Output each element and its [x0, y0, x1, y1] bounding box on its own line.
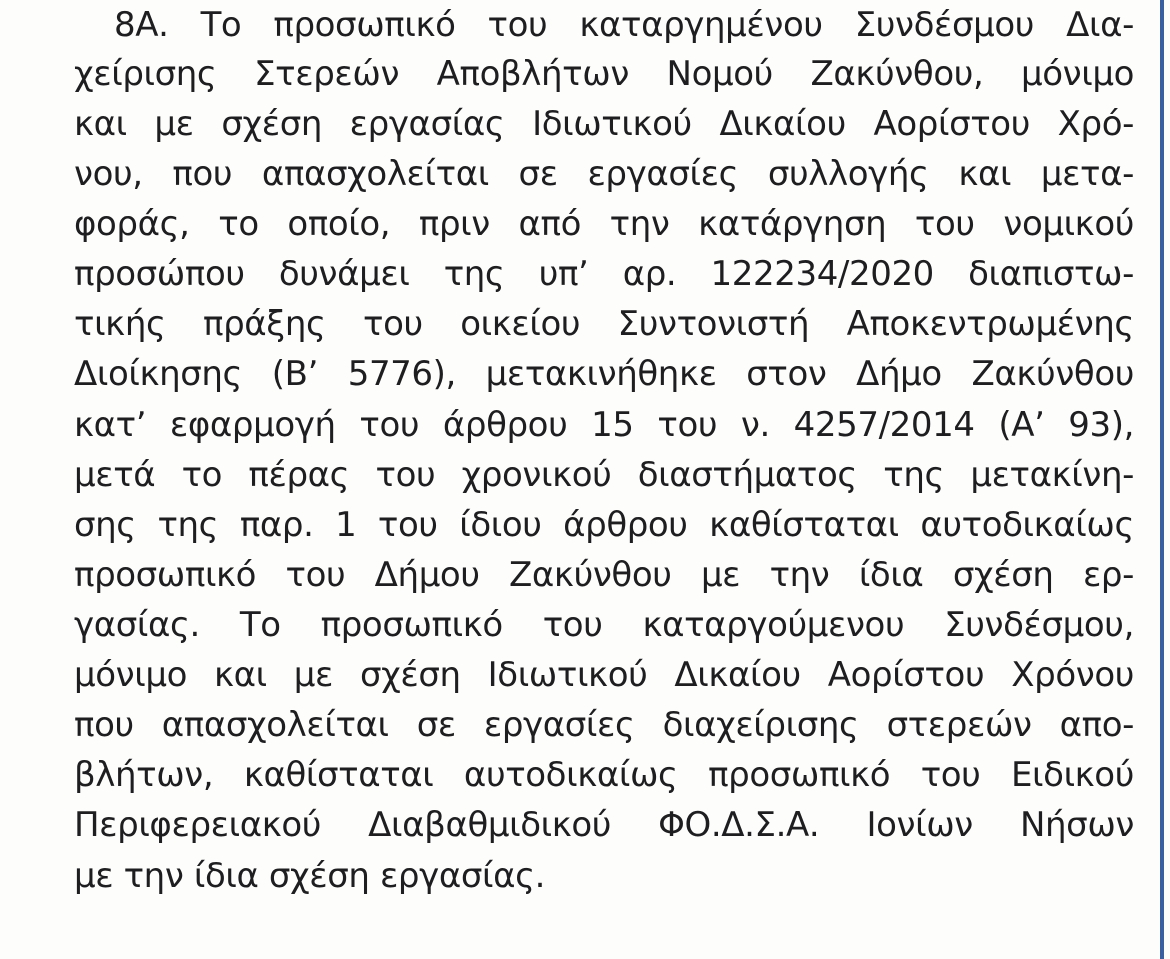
text-line: φοράς, το οποίο, πριν από την κατάργηση του νομικού: [74, 204, 1134, 244]
text-line: νου, που απασχολείται σε εργασίες συλλογής και μετα-: [74, 154, 1134, 194]
text-line: χείρισης Στερεών Αποβλήτων Νομού Ζακύνθου, μόνιμο: [74, 54, 1134, 94]
text-line: βλήτων, καθίσταται αυτοδικαίως προσωπικό του Ειδικού: [74, 755, 1134, 795]
text-line: που απασχολείται σε εργασίες διαχείρισης στερεών απο-: [74, 705, 1134, 745]
text-line: σης της παρ. 1 του ίδιου άρθρου καθίσταται αυτοδικαίως: [74, 505, 1134, 545]
text-line: 8Α. Το προσωπικό του καταργημένου Συνδέσμου Δια-: [114, 5, 1134, 45]
text-line: κατ’ εφαρμογή του άρθρου 15 του ν. 4257/2014 (Α’ 93),: [74, 405, 1134, 445]
text-line: γασίας. Το προσωπικό του καταργούμενου Συνδέσμου,: [74, 605, 1134, 645]
text-line: και με σχέση εργασίας Ιδιωτικού Δικαίου Αορίστου Χρό-: [74, 104, 1134, 144]
page-edge-border: [1160, 0, 1164, 959]
text-line: μόνιμο και με σχέση Ιδιωτικού Δικαίου Αορίστου Χρόνου: [74, 655, 1134, 695]
text-line: Διοίκησης (Β’ 5776), μετακινήθηκε στον Δήμο Ζακύνθου: [74, 354, 1134, 394]
text-line: με την ίδια σχέση εργασίας.: [74, 856, 546, 896]
text-line: τικής πράξης του οικείου Συντονιστή Αποκεντρωμένης: [74, 304, 1134, 344]
text-line: μετά το πέρας του χρονικού διαστήματος της μετακίνη-: [74, 455, 1134, 495]
text-line: Περιφερειακού Διαβαθμιδικού ΦΟ.Δ.Σ.Α. Ιονίων Νήσων: [74, 805, 1134, 845]
text-line: προσώπου δυνάμει της υπ’ αρ. 122234/2020 διαπιστω-: [74, 254, 1134, 294]
text-line: προσωπικό του Δήμου Ζακύνθου με την ίδια σχέση ερ-: [74, 555, 1134, 595]
